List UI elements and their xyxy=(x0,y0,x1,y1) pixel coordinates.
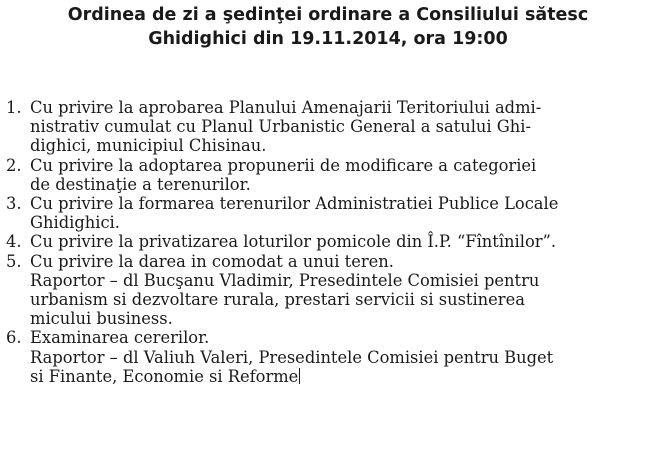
agenda-item-line: Cu privire la formarea terenurilor Administratiei Publice Locale xyxy=(30,194,559,214)
document-title-line-1: Ordinea de zi a şedinţei ordinare a Consiliului sătesc xyxy=(67,5,589,25)
raportor-line: Raportor – dl Valiuh Valeri, Presedintele Comisiei pentru Buget xyxy=(30,347,554,367)
document-title-line-2: Ghidighici din 19.11.2014, ora 19:00 xyxy=(148,29,508,49)
agenda-item-3 xyxy=(0,194,656,232)
agenda-item-2 xyxy=(0,156,656,194)
raportor-line-text: si Finante, Economie si Reforme xyxy=(30,366,299,386)
raportor-line xyxy=(30,367,642,386)
agenda-item-number: 6. xyxy=(6,328,22,348)
agenda-item-line: Cu privire la privatizarea loturilor pomicole din Î.P. “Fîntînilor”. xyxy=(30,232,557,252)
agenda-item-number: 1. xyxy=(6,98,22,117)
agenda-item-4 xyxy=(0,232,656,251)
agenda-item-line: Cu privire la darea in comodat a unui teren. xyxy=(30,251,394,271)
agenda-item-5 xyxy=(0,252,656,329)
agenda-item-text xyxy=(30,252,642,271)
agenda-list xyxy=(0,98,656,386)
agenda-item-text xyxy=(30,156,642,194)
raportor-line: Raportor – dl Bucşanu Vladimir, Presedintele Comisiei pentru xyxy=(30,270,540,290)
agenda-item-1 xyxy=(0,98,656,156)
agenda-item-text xyxy=(30,232,642,251)
agenda-item-raportor xyxy=(30,271,642,329)
agenda-item-line: Cu privire la aprobarea Planului Amenajarii Teritoriului admi- xyxy=(30,98,542,117)
agenda-item-line: nistrativ cumulat cu Planul Urbanistic General a satului Ghi- xyxy=(30,117,531,137)
agenda-item-line: de destinaţie a terenurilor. xyxy=(30,174,251,194)
text-cursor xyxy=(299,368,300,384)
agenda-item-number: 4. xyxy=(6,232,22,252)
agenda-item-raportor xyxy=(30,348,642,386)
agenda-item-text xyxy=(30,98,642,156)
agenda-item-line: Ghidighici. xyxy=(30,213,120,233)
agenda-item-line: Cu privire la adoptarea propunerii de modificare a categoriei xyxy=(30,155,537,175)
agenda-item-text xyxy=(30,328,642,347)
agenda-item-line: Examinarea cererilor. xyxy=(30,328,210,348)
agenda-item-number: 5. xyxy=(6,251,22,271)
raportor-line: urbanism si dezvoltare rurala, prestari servicii si sustinerea xyxy=(30,290,525,310)
agenda-item-text xyxy=(30,194,642,232)
agenda-item-6 xyxy=(0,328,656,386)
agenda-item-number: 2. xyxy=(6,155,22,175)
raportor-line: micului business. xyxy=(30,309,173,329)
agenda-item-number: 3. xyxy=(6,194,22,214)
agenda-item-line: dighici, municipiul Chisinau. xyxy=(30,136,267,156)
